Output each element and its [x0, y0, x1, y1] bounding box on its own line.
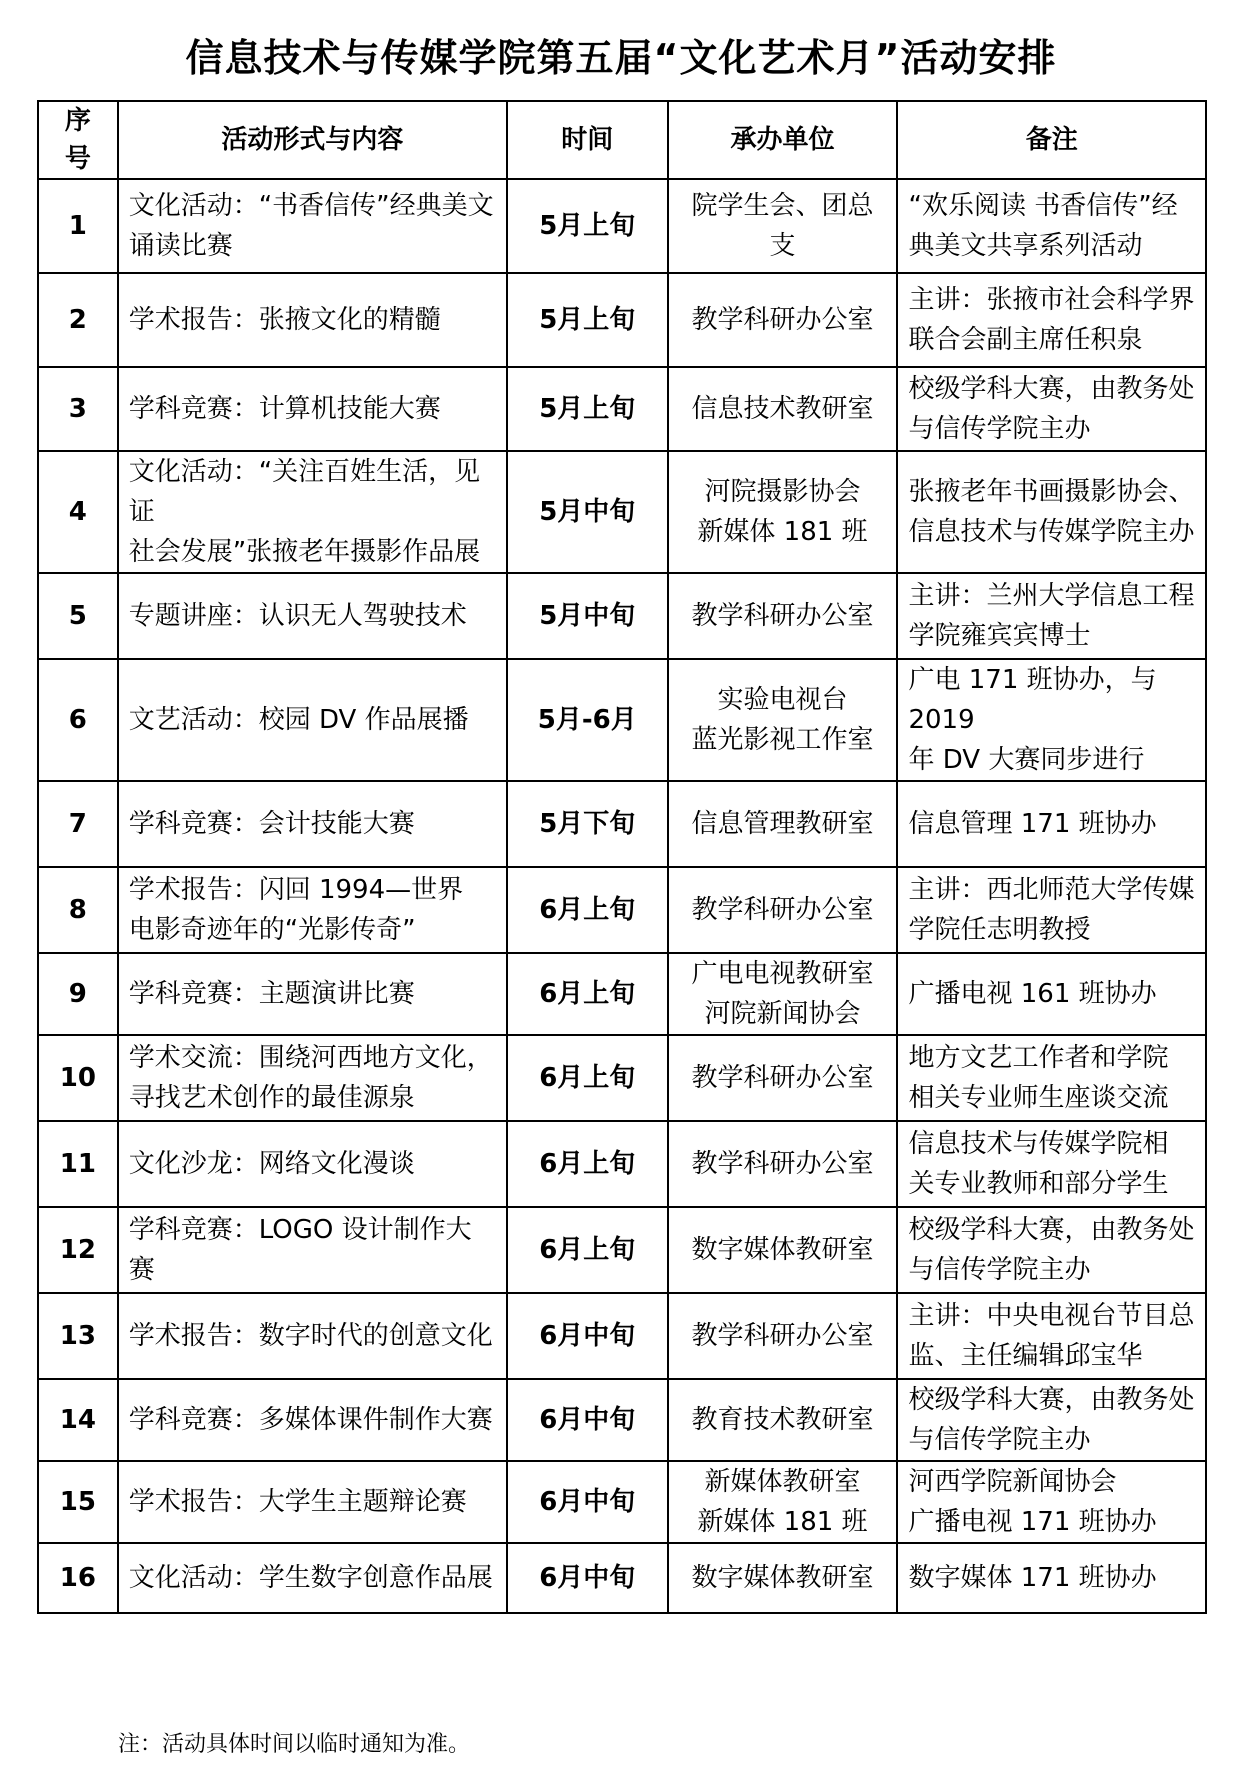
cell-organizer: 教学科研办公室 [668, 1035, 898, 1121]
cell-content: 学术报告：数字时代的创意文化 [118, 1293, 507, 1379]
cell-organizer: 信息管理教研室 [668, 781, 898, 867]
header-organizer: 承办单位 [668, 101, 898, 179]
cell-organizer: 教学科研办公室 [668, 867, 898, 953]
cell-organizer: 广电电视教研室 河院新闻协会 [668, 953, 898, 1035]
cell-notes: 校级学科大赛，由教务处 与信传学院主办 [897, 367, 1206, 451]
cell-number: 1 [38, 179, 118, 273]
table-row [38, 1121, 1206, 1207]
cell-number: 5 [38, 573, 118, 659]
cell-time: 6月上旬 [507, 867, 668, 953]
cell-notes: 河西学院新闻协会 广播电视 171 班协办 [897, 1461, 1206, 1543]
cell-organizer: 教育技术教研室 [668, 1379, 898, 1461]
activity-schedule-table [37, 100, 1207, 1614]
cell-time: 6月上旬 [507, 953, 668, 1035]
cell-time: 6月上旬 [507, 1207, 668, 1293]
cell-notes: 主讲：中央电视台节目总 监、主任编辑邱宝华 [897, 1293, 1206, 1379]
cell-number: 8 [38, 867, 118, 953]
cell-time: 6月中旬 [507, 1379, 668, 1461]
cell-content: 学术交流：围绕河西地方文化， 寻找艺术创作的最佳源泉 [118, 1035, 507, 1121]
cell-notes: 数字媒体 171 班协办 [897, 1543, 1206, 1613]
cell-organizer: 数字媒体教研室 [668, 1543, 898, 1613]
table-row [38, 1293, 1206, 1379]
table-row [38, 1035, 1206, 1121]
cell-number: 15 [38, 1461, 118, 1543]
table-row [38, 1379, 1206, 1461]
cell-organizer: 教学科研办公室 [668, 573, 898, 659]
cell-number: 4 [38, 451, 118, 573]
table-row [38, 1207, 1206, 1293]
table-row [38, 1461, 1206, 1543]
cell-number: 2 [38, 273, 118, 367]
cell-content: 学术报告：大学生主题辩论赛 [118, 1461, 507, 1543]
table-row [38, 953, 1206, 1035]
cell-content: 学术报告：闪回 1994—世界 电影奇迹年的“光影传奇” [118, 867, 507, 953]
cell-notes: 张掖老年书画摄影协会、 信息技术与传媒学院主办 [897, 451, 1206, 573]
cell-content: 文艺活动：校园 DV 作品展播 [118, 659, 507, 781]
table-body [38, 179, 1206, 1613]
cell-number: 13 [38, 1293, 118, 1379]
header-content: 活动形式与内容 [118, 101, 507, 179]
cell-time: 5月上旬 [507, 367, 668, 451]
table-row [38, 573, 1206, 659]
table-row [38, 273, 1206, 367]
table-row [38, 179, 1206, 273]
table-header-row [38, 101, 1206, 179]
cell-time: 5月上旬 [507, 179, 668, 273]
table-row [38, 659, 1206, 781]
cell-time: 6月中旬 [507, 1293, 668, 1379]
cell-notes: “欢乐阅读 书香信传”经 典美文共享系列活动 [897, 179, 1206, 273]
cell-number: 10 [38, 1035, 118, 1121]
cell-notes: 地方文艺工作者和学院 相关专业师生座谈交流 [897, 1035, 1206, 1121]
cell-content: 学术报告：张掖文化的精髓 [118, 273, 507, 367]
cell-notes: 主讲：西北师范大学传媒 学院任志明教授 [897, 867, 1206, 953]
cell-content: 学科竞赛：多媒体课件制作大赛 [118, 1379, 507, 1461]
cell-number: 6 [38, 659, 118, 781]
table-row [38, 451, 1206, 573]
cell-content: 学科竞赛：主题演讲比赛 [118, 953, 507, 1035]
table-row [38, 781, 1206, 867]
cell-organizer: 教学科研办公室 [668, 273, 898, 367]
cell-notes: 广播电视 161 班协办 [897, 953, 1206, 1035]
cell-time: 5月-6月 [507, 659, 668, 781]
cell-time: 6月上旬 [507, 1121, 668, 1207]
cell-number: 9 [38, 953, 118, 1035]
table-row [38, 1543, 1206, 1613]
cell-notes: 广电 171 班协办，与 2019 年 DV 大赛同步进行 [897, 659, 1206, 781]
cell-content: 学科竞赛：LOGO 设计制作大赛 [118, 1207, 507, 1293]
cell-notes: 信息技术与传媒学院相 关专业教师和部分学生 [897, 1121, 1206, 1207]
header-number: 序 号 [38, 101, 118, 179]
cell-number: 3 [38, 367, 118, 451]
cell-content: 文化活动：学生数字创意作品展 [118, 1543, 507, 1613]
cell-organizer: 教学科研办公室 [668, 1293, 898, 1379]
table-row [38, 367, 1206, 451]
cell-time: 5月中旬 [507, 573, 668, 659]
cell-content: 学科竞赛：会计技能大赛 [118, 781, 507, 867]
cell-organizer: 实验电视台 蓝光影视工作室 [668, 659, 898, 781]
cell-time: 6月上旬 [507, 1035, 668, 1121]
cell-organizer: 数字媒体教研室 [668, 1207, 898, 1293]
cell-time: 5月下旬 [507, 781, 668, 867]
cell-time: 6月中旬 [507, 1543, 668, 1613]
cell-time: 5月中旬 [507, 451, 668, 573]
header-notes: 备注 [897, 101, 1206, 179]
cell-organizer: 河院摄影协会 新媒体 181 班 [668, 451, 898, 573]
cell-notes: 主讲：兰州大学信息工程 学院雍宾宾博士 [897, 573, 1206, 659]
cell-content: 学科竞赛：计算机技能大赛 [118, 367, 507, 451]
cell-number: 7 [38, 781, 118, 867]
cell-content: 专题讲座：认识无人驾驶技术 [118, 573, 507, 659]
cell-organizer: 院学生会、团总支 [668, 179, 898, 273]
cell-content: 文化沙龙：网络文化漫谈 [118, 1121, 507, 1207]
cell-number: 11 [38, 1121, 118, 1207]
cell-number: 14 [38, 1379, 118, 1461]
cell-number: 16 [38, 1543, 118, 1613]
cell-notes: 校级学科大赛，由教务处 与信传学院主办 [897, 1207, 1206, 1293]
page-title: 信息技术与传媒学院第五届“文化艺术月”活动安排 [185, 36, 1057, 80]
header-time: 时间 [507, 101, 668, 179]
cell-notes: 信息管理 171 班协办 [897, 781, 1206, 867]
cell-number: 12 [38, 1207, 118, 1293]
table-row [38, 867, 1206, 953]
cell-content: 文化活动：“书香信传”经典美文 诵读比赛 [118, 179, 507, 273]
cell-content: 文化活动：“关注百姓生活，见证 社会发展”张掖老年摄影作品展 [118, 451, 507, 573]
cell-organizer: 信息技术教研室 [668, 367, 898, 451]
cell-organizer: 新媒体教研室 新媒体 181 班 [668, 1461, 898, 1543]
cell-organizer: 教学科研办公室 [668, 1121, 898, 1207]
cell-time: 5月上旬 [507, 273, 668, 367]
cell-notes: 校级学科大赛，由教务处 与信传学院主办 [897, 1379, 1206, 1461]
cell-notes: 主讲：张掖市社会科学界 联合会副主席任积泉 [897, 273, 1206, 367]
footnote: 注：活动具体时间以临时通知为准。 [118, 1732, 471, 1757]
cell-time: 6月中旬 [507, 1461, 668, 1543]
